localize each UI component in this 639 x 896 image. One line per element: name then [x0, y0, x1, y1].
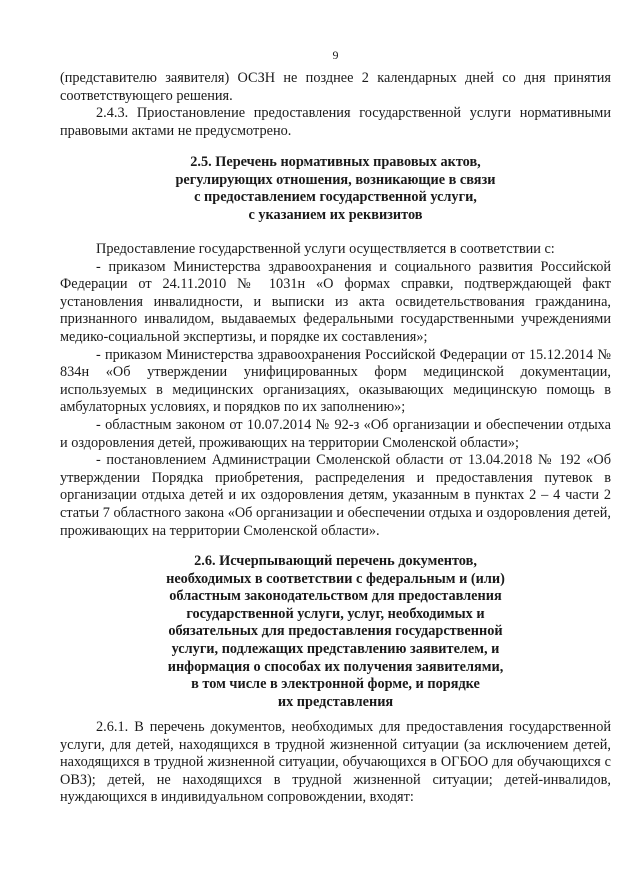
- section-2-5-heading-line: с указанием их реквизитов: [248, 206, 423, 223]
- section-2-5-heading: [60, 154, 611, 224]
- section-2-6-heading-line: 2.6. Исчерпывающий перечень документов,: [194, 553, 477, 569]
- section-2-5-heading-line: с предоставлением государственной услуги,: [194, 189, 477, 206]
- page-number: 9: [332, 48, 339, 62]
- section-2-6-heading-line: услуги, подлежащих представлению заявителем, и: [171, 640, 500, 657]
- section-2-6-paragraph: 2.6.1. В перечень документов, необходимых для предоставления государственной услуги, для детей, находящихся в трудной жизненной ситуации (за исключением детей, находящихся в трудной жизненной ситуации, обучающихся в ОГБОО для обучающихся с ОВЗ); детей, не находящихся в трудной жизненной ситуации; детей-инвалидов, нуждающихся в индивидуальном сопровождении, входят:: [60, 719, 611, 806]
- section-2-6-heading-line: обязательных для предоставления государственной: [168, 623, 503, 640]
- document-page: [60, 0, 611, 896]
- section-2-6-heading-line: в том числе в электронной форме, и порядке: [191, 676, 480, 693]
- intro-block: [60, 70, 611, 140]
- intro-paragraph-1: (представителю заявителя) ОСЗН не позднее 2 календарных дней со дня принятия соответствующего решения.: [60, 70, 611, 104]
- section-2-5-paragraph: - приказом Министерства здравоохранения и социального развития Российской Федерации от 24.11.2010 № 1031н «О формах справки, подтверждающей факт установления инвалидности, и выписки из акта освидетельствования гражданина, признанного инвалидом, выдаваемых федеральными государственными учреждениями медико-социальной экспертизы, и порядке их составления»;: [60, 258, 611, 345]
- section-2-5-heading-line: регулирующих отношения, возникающие в связи: [175, 171, 496, 188]
- section-2-5-heading-line: 2.5. Перечень нормативных правовых актов,: [190, 154, 481, 170]
- section-2-5-paragraph: - постановлением Администрации Смоленской области от 13.04.2018 № 192 «Об утверждении Порядка приобретения, распределения и предоставления путевок в организации отдыха детей и их оздоровления детям, указанным в пунктах 2 – 4 части 2 статьи 7 областного закона «Об организации и обеспечении отдыха и оздоровления детей, проживающих на территории Смоленской области».: [60, 452, 611, 539]
- section-2-6-heading-line: необходимых в соответствии с федеральным и (или): [166, 570, 505, 587]
- section-2-6-heading: [60, 553, 611, 711]
- section-2-5-paragraph: - областным законом от 10.07.2014 № 92-з «Об организации и обеспечении отдыха и оздоровления детей, проживающих на территории Смоленской области»;: [60, 416, 611, 451]
- section-2-6-heading-line: их представления: [277, 693, 394, 710]
- section-2-6-heading-line: областным законодательством для предоставления: [169, 588, 502, 605]
- section-2-5-body: [60, 241, 611, 540]
- section-2-5-paragraph: - приказом Министерства здравоохранения Российской Федерации от 15.12.2014 № 834н «Об утверждении унифицированных форм медицинской документации, используемых в медицинских организациях, оказывающих медицинскую помощь в амбулаторных условиях, и порядков по их заполнению»;: [60, 346, 611, 416]
- section-2-6-heading-line: информация о способах их получения заявителями,: [167, 658, 504, 675]
- section-2-6-body: [60, 719, 611, 807]
- section-2-6-heading-line: государственной услуги, услуг, необходимых и: [186, 605, 485, 622]
- section-2-5-paragraph: Предоставление государственной услуги осуществляется в соответствии с:: [96, 241, 555, 257]
- intro-paragraph-2: 2.4.3. Приостановление предоставления государственной услуги нормативными правовыми актами не предусмотрено.: [60, 105, 611, 139]
